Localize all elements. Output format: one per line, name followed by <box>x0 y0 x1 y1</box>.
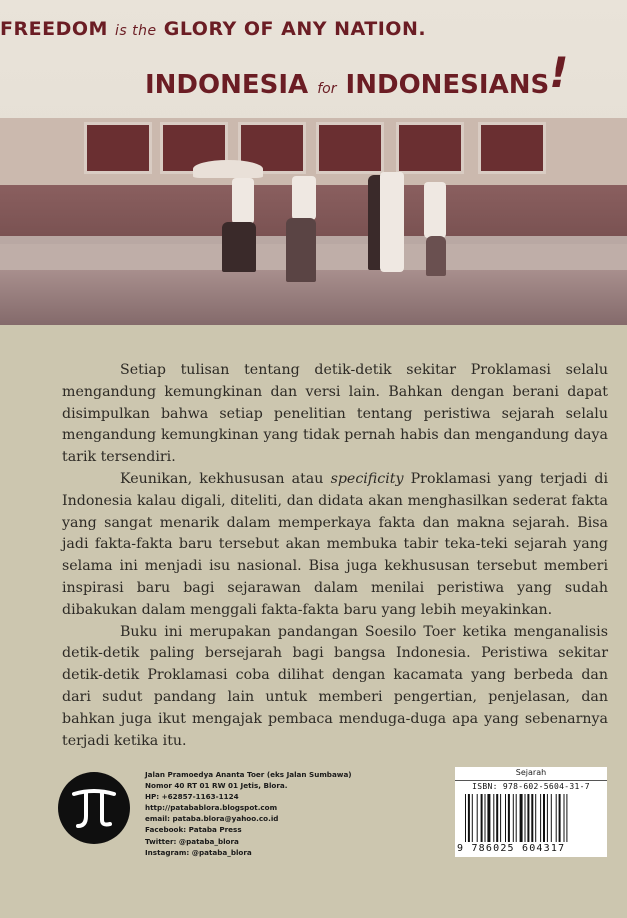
pedestrian-figure <box>426 236 446 276</box>
category-label: Sejarah <box>455 768 607 781</box>
isbn-barcode-box <box>455 767 607 857</box>
blurb-paragraph: Keunikan, kekhususan atau specificity Proklamasi yang terjadi di Indonesia kalau digali, diteliti, dan didata akan menghasilkan sederat fakta yang sangat menarik dalam memperkaya fakta dan makna sejarah. Bisa jadi fakta-fakta baru tersebut akan membuka tabir teka-teki sejarah yang selama ini menjadi isu nasional. Bisa juga kekhususan tersebut memberi inspirasi baru bagi sejarawan dalam menilai peristiwa yang sudah dibakukan dalam menggali fakta-fakta baru yang lebih meyakinkan. <box>62 470 609 618</box>
pedestrian-figure <box>286 218 316 282</box>
blurb-text <box>62 360 608 752</box>
blurb-paragraph: Buku ini merupakan pandangan Soesilo Toer ketika menganalisis detik-detik paling bersejarah bagi bangsa Indonesia. Peristiwa sekitar detik-detik Proklamasi coba dilihat dengan kacamata yang berbeda dan dari sudut pandang lain untuk memberi pengertian, penjelasan, dan bahkan juga ikut mengajak pembaca menduga-duga apa yang sebenarnya terjadi ketika itu. <box>62 623 608 749</box>
banner-line-2: INDONESIA for INDONESIANS! <box>145 48 569 100</box>
website-link: http://patabablora.blogspot.com <box>145 803 278 813</box>
pedestrian-figure <box>292 176 316 220</box>
address-line: Nomor 40 RT 01 RW 01 Jetis, Blora. <box>145 781 288 791</box>
isbn-number: ISBN: 978-602-5604-31-7 <box>472 782 590 791</box>
pedestrian-figure <box>424 182 446 238</box>
email-address: email: pataba.blora@yahoo.co.id <box>145 814 279 824</box>
barcode-icon <box>465 794 597 842</box>
barcode-digits: 9 786025 604317 <box>457 843 566 854</box>
instagram-handle: Instagram: @pataba_blora <box>145 847 252 857</box>
window <box>316 122 384 174</box>
publisher-logo-icon <box>58 772 130 844</box>
cover-photo <box>0 0 627 325</box>
blurb-paragraph: Setiap tulisan tentang detik-detik sekitar Proklamasi selalu mengandung kemungkinan dan versi lain. Bahkan dengan berani dapat disimpulkan bahwa setiap penelitian tentang peristiwa sejarah selalu mengandung kemungkinan yang tidak pernah habis dan mengandung daya tarik tersendiri. <box>62 362 608 466</box>
window <box>396 122 464 174</box>
pedestrian-figure <box>380 172 404 272</box>
window <box>478 122 546 174</box>
banner-line-1: FREEDOM is the GLORY OF ANY NATION. <box>0 18 427 40</box>
pedestrian-figure <box>222 222 256 272</box>
facebook-handle: Facebook: Pataba Press <box>145 825 242 835</box>
umbrella-shape <box>193 160 263 178</box>
pedestrian-figure <box>232 178 254 224</box>
window <box>84 122 152 174</box>
publisher-info <box>145 769 352 858</box>
phone-number: HP: +62857-1163-1124 <box>145 792 239 802</box>
address-line: Jalan Pramoedya Ananta Toer (eks Jalan Sumbawa) <box>145 770 352 779</box>
twitter-handle: Twitter: @pataba_blora <box>145 836 239 846</box>
